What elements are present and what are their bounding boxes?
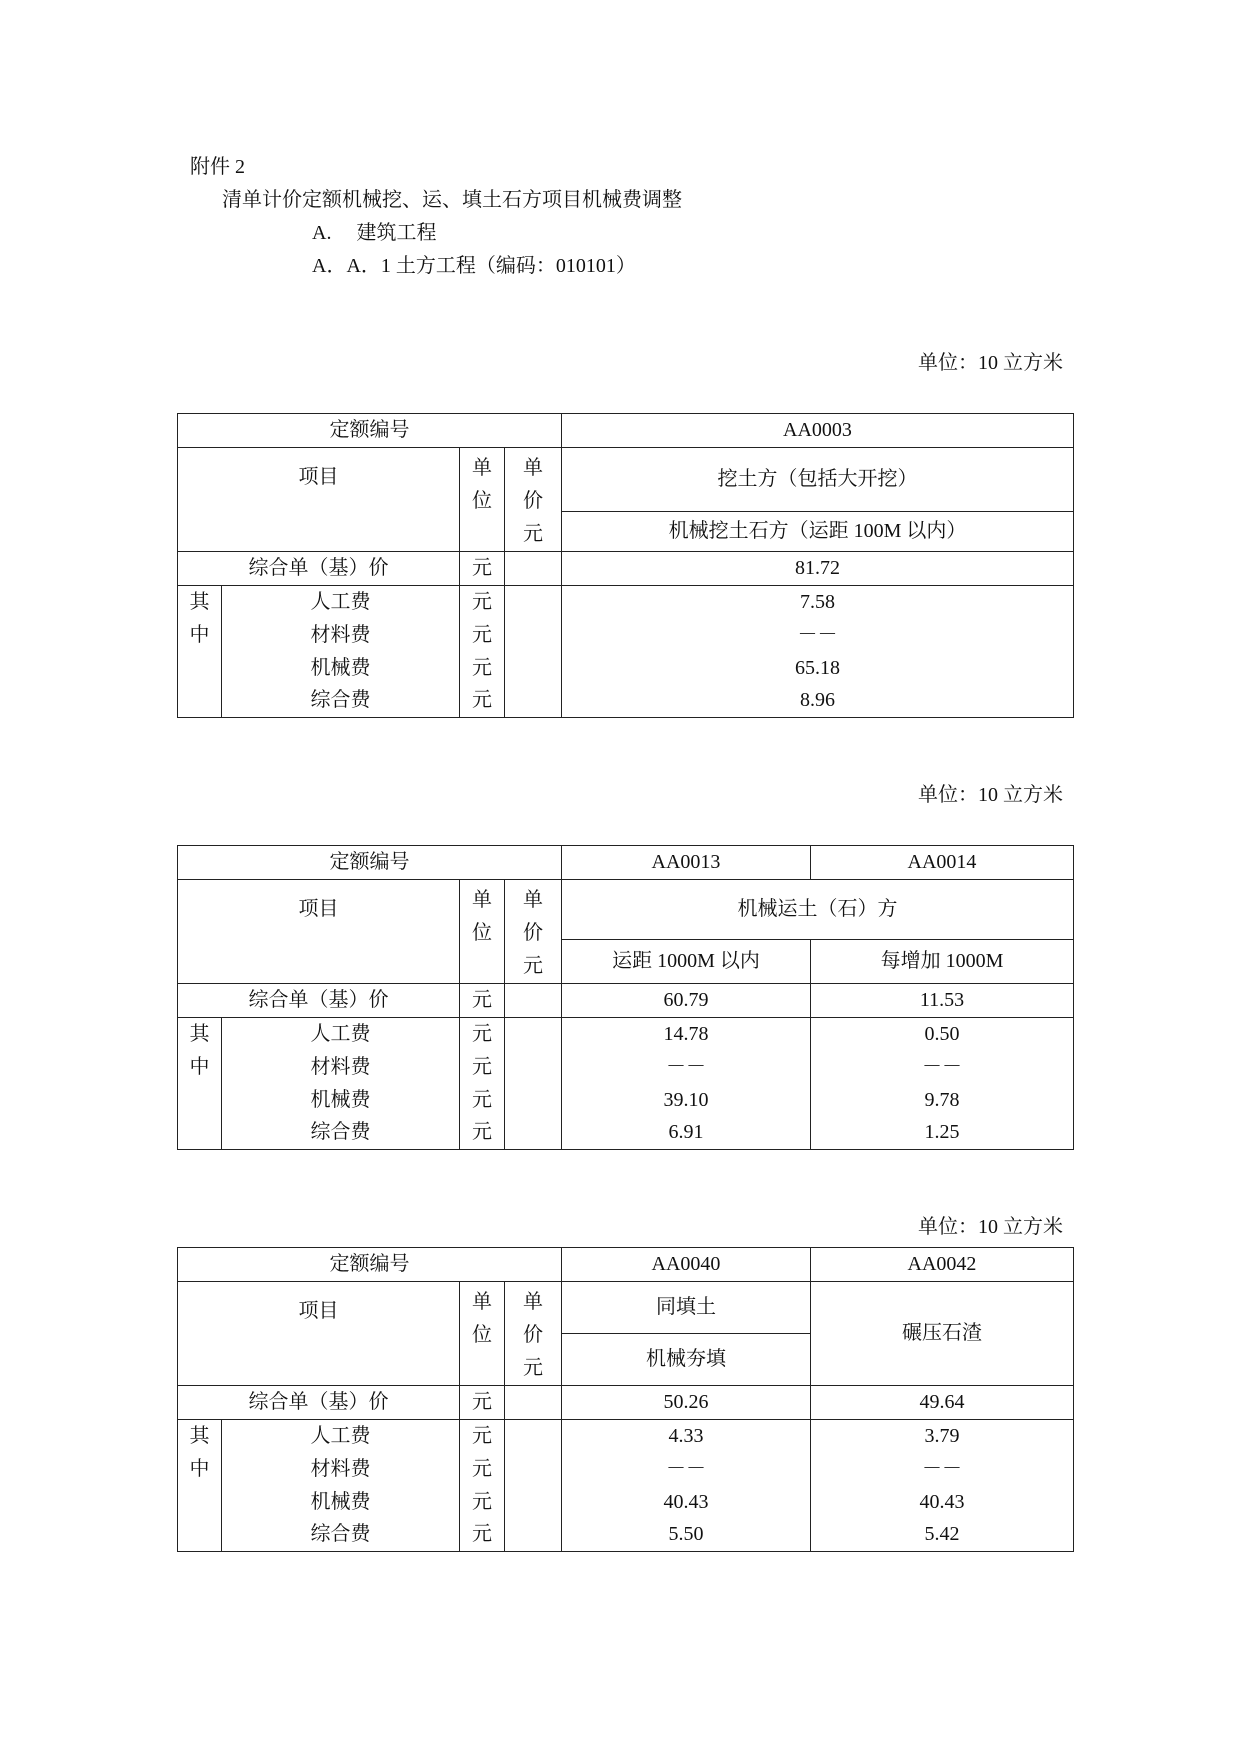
group-title: 挖土方（包括大开挖） [562,448,1074,512]
of-which-label-2: 中 [178,1051,222,1084]
labor-fee-value: 4.33 [562,1420,811,1453]
labor-fee-value: 7.58 [562,586,1074,619]
sub-title: 每增加 1000M [811,940,1074,984]
of-which-spacer [178,1117,222,1150]
labor-fee-value: 3.79 [811,1420,1074,1453]
section-heading: A. 建筑工程 [312,222,437,244]
unit-yuan: 元 [460,1386,505,1420]
group-title: 机械运土（石）方 [562,880,1074,940]
unit-yuan: 元 [460,1519,505,1552]
composite-price-label: 综合单（基）价 [178,552,460,586]
of-which-spacer [178,652,222,685]
quota-no-label: 定额编号 [178,414,562,448]
attachment-label: 附件 2 [190,156,245,178]
labor-fee-label: 人工费 [222,1018,460,1051]
of-which-label-1: 其 [178,586,222,619]
machinery-fee-label: 机械费 [222,1486,460,1519]
of-which-label-2: 中 [178,619,222,652]
machinery-fee-value: 39.10 [562,1084,811,1117]
mechanical-tamping-label: 机械夯填 [562,1334,811,1386]
item-label: 项目 [178,880,460,984]
of-which-label-1: 其 [178,1018,222,1051]
unit-yuan: 元 [460,1084,505,1117]
labor-fee-value: 14.78 [562,1018,811,1051]
unit-price-column-header: 单 价 元 [505,880,562,984]
unit-yuan: 元 [460,984,505,1018]
quota-no-label: 定额编号 [178,1248,562,1282]
unit-column-header: 单 位 [460,1282,505,1386]
unit-price-column-header: 单 价 元 [505,448,562,552]
unit-yuan: 元 [460,586,505,619]
quota-code: AA0014 [811,846,1074,880]
material-fee-value: －－ [811,1453,1074,1486]
material-fee-label: 材料费 [222,1051,460,1084]
labor-fee-label: 人工费 [222,586,460,619]
labor-fee-label: 人工费 [222,1420,460,1453]
overhead-fee-label: 综合费 [222,685,460,718]
empty-price-cell [505,1018,562,1150]
item-label: 项目 [178,1282,460,1386]
unit-yuan: 元 [460,1453,505,1486]
unit-yuan: 元 [460,1051,505,1084]
sub-title: 运距 1000M 以内 [562,940,811,984]
quota-code: AA0040 [562,1248,811,1282]
overhead-fee-value: 1.25 [811,1117,1074,1150]
quota-no-label: 定额编号 [178,846,562,880]
unit-column-header: 单 位 [460,448,505,552]
overhead-fee-label: 综合费 [222,1519,460,1552]
overhead-fee-value: 8.96 [562,685,1074,718]
material-fee-value: －－ [562,1453,811,1486]
machinery-fee-label: 机械费 [222,1084,460,1117]
unit-price-column-header: 单 价 元 [505,1282,562,1386]
unit-yuan: 元 [460,652,505,685]
composite-price-value: 81.72 [562,552,1074,586]
machinery-fee-value: 65.18 [562,652,1074,685]
material-fee-label: 材料费 [222,619,460,652]
quota-code: AA0042 [811,1248,1074,1282]
quota-table-1 [177,413,1074,718]
of-which-spacer [178,685,222,718]
material-fee-value: －－ [811,1051,1074,1084]
unit-yuan: 元 [460,552,505,586]
overhead-fee-value: 5.50 [562,1519,811,1552]
of-which-label-1: 其 [178,1420,222,1453]
unit-note-3: 单位：10 立方米 [918,1216,1063,1238]
overhead-fee-value: 6.91 [562,1117,811,1150]
quota-table-3 [177,1247,1074,1552]
empty-price-cell [505,586,562,718]
of-which-spacer [178,1084,222,1117]
composite-price-label: 综合单（基）价 [178,1386,460,1420]
quota-code: AA0013 [562,846,811,880]
unit-yuan: 元 [460,1018,505,1051]
unit-yuan: 元 [460,1420,505,1453]
unit-yuan: 元 [460,1117,505,1150]
unit-note-2: 单位：10 立方米 [918,784,1063,806]
empty-price-cell [505,1386,562,1420]
composite-price-value: 49.64 [811,1386,1074,1420]
unit-yuan: 元 [460,619,505,652]
empty-price-cell [505,552,562,586]
empty-price-cell [505,1420,562,1552]
composite-price-value: 50.26 [562,1386,811,1420]
quota-code: AA0003 [562,414,1074,448]
unit-yuan: 元 [460,685,505,718]
sub-title: 机械挖土石方（运距 100M 以内） [562,512,1074,552]
quota-table-2 [177,845,1074,1150]
composite-price-value: 60.79 [562,984,811,1018]
overhead-fee-value: 5.42 [811,1519,1074,1552]
machinery-fee-value: 9.78 [811,1084,1074,1117]
composite-price-label: 综合单（基）价 [178,984,460,1018]
machinery-fee-value: 40.43 [562,1486,811,1519]
of-which-label-2: 中 [178,1453,222,1486]
overhead-fee-label: 综合费 [222,1117,460,1150]
subsection-heading: A．A．1 土方工程（编码：010101） [312,255,636,277]
item-label: 项目 [178,448,460,552]
unit-note-1: 单位：10 立方米 [918,352,1063,374]
unit-column-header: 单 位 [460,880,505,984]
machinery-fee-value: 40.43 [811,1486,1074,1519]
machinery-fee-label: 机械费 [222,652,460,685]
rolled-ballast-label: 碾压石渣 [811,1282,1074,1386]
labor-fee-value: 0.50 [811,1018,1074,1051]
material-fee-value: －－ [562,619,1074,652]
material-fee-label: 材料费 [222,1453,460,1486]
empty-price-cell [505,984,562,1018]
of-which-spacer [178,1486,222,1519]
composite-price-value: 11.53 [811,984,1074,1018]
document-title: 清单计价定额机械挖、运、填土石方项目机械费调整 [222,189,682,211]
fill-type-label: 同填土 [562,1282,811,1334]
material-fee-value: －－ [562,1051,811,1084]
unit-yuan: 元 [460,1486,505,1519]
of-which-spacer [178,1519,222,1552]
